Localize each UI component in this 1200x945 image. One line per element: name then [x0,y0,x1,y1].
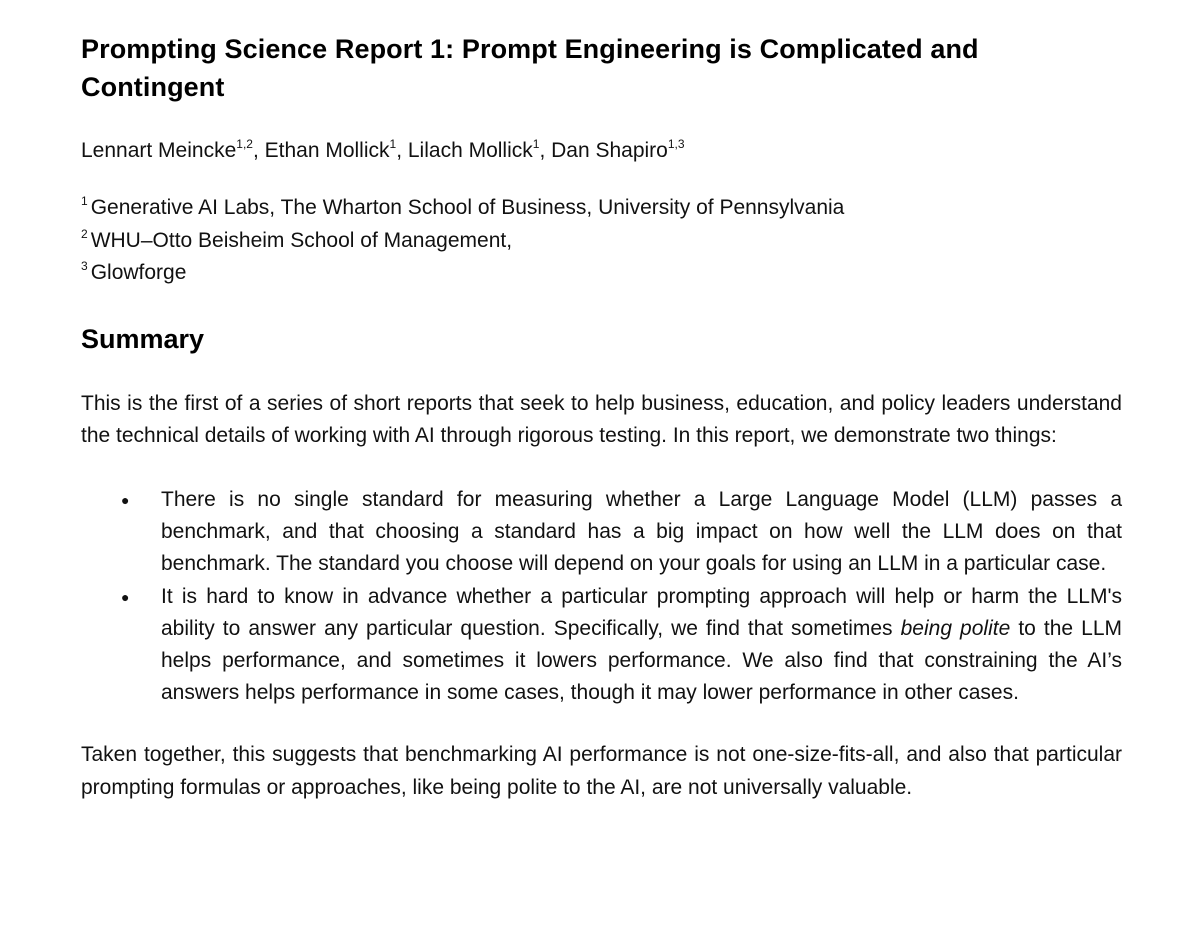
bullet-icon: ● [121,588,130,605]
author-affiliation-marker: 1,3 [667,137,685,151]
summary-conclusion-paragraph: Taken together, this suggests that benchmarking AI performance is not one-size-fits-all, and also that particular prompting formulas or approaches, like being polite to the AI, are not universally valuable. [81,743,1122,799]
affiliation-text: WHU–Otto Beisheim School of Management, [90,228,513,252]
affiliation-line [81,257,1122,290]
author-name: Lilach Mollick [407,139,533,162]
author-list [81,135,1122,167]
summary-intro-paragraph: This is the first of a series of short reports that seek to help business, education, and policy leaders understand the technical details of working with AI through rigorous testing. In this report, we demonstrate two things: [81,391,1122,447]
affiliation-list [81,192,1122,290]
affiliation-line [81,192,1122,225]
bullet-text-part: It is hard to know in advance whether a particular prompting approach will help or harm the LLM's ability to answer any particular question. Specifically, we find that sometimes [161,584,1122,640]
affiliation-number: 3 [81,259,88,273]
summary-bullet-list [81,484,1122,709]
paper-title: Prompting Science Report 1: Prompt Engineering is Complicated and Contingent [81,34,979,102]
summary-heading: Summary [81,323,205,354]
author-name: Lennart Meincke [81,139,237,162]
author-separator: , [539,139,552,162]
affiliation-text: Glowforge [90,261,187,284]
affiliation-text: Generative AI Labs, The Wharton School of Business, University of Pennsylvania [90,196,845,219]
summary-bullet-item [121,581,1123,710]
author-separator: , [396,139,408,162]
emphasized-phrase: being polite [900,616,1011,640]
author-affiliation-marker: 1 [389,137,397,151]
author-affiliation-marker: 1 [532,137,540,151]
author-name: Ethan Mollick [264,139,390,162]
author-affiliation-marker: 1,2 [236,137,253,151]
affiliation-line [81,225,1122,258]
author-name: Dan Shapiro [551,139,668,162]
bullet-text-part: to the LLM helps performance, and sometimes it lowers performance. We also find that constraining the AI’s answers helps performance in some cases, though it may lower performance in other cases. [161,616,1123,705]
affiliation-number: 1 [81,194,88,208]
affiliation-number: 2 [81,226,88,241]
author-separator: , [252,139,265,162]
bullet-text: There is no single standard for measuring whether a Large Language Model (LLM) passes a benchmark, and that choosing a standard has a big impact on how well the LLM does on that benchmark. The standard you choose will depend on your goals for using an LLM in a particular case. [161,487,1122,576]
bullet-icon: ● [121,491,130,508]
summary-bullet-item [121,484,1122,581]
